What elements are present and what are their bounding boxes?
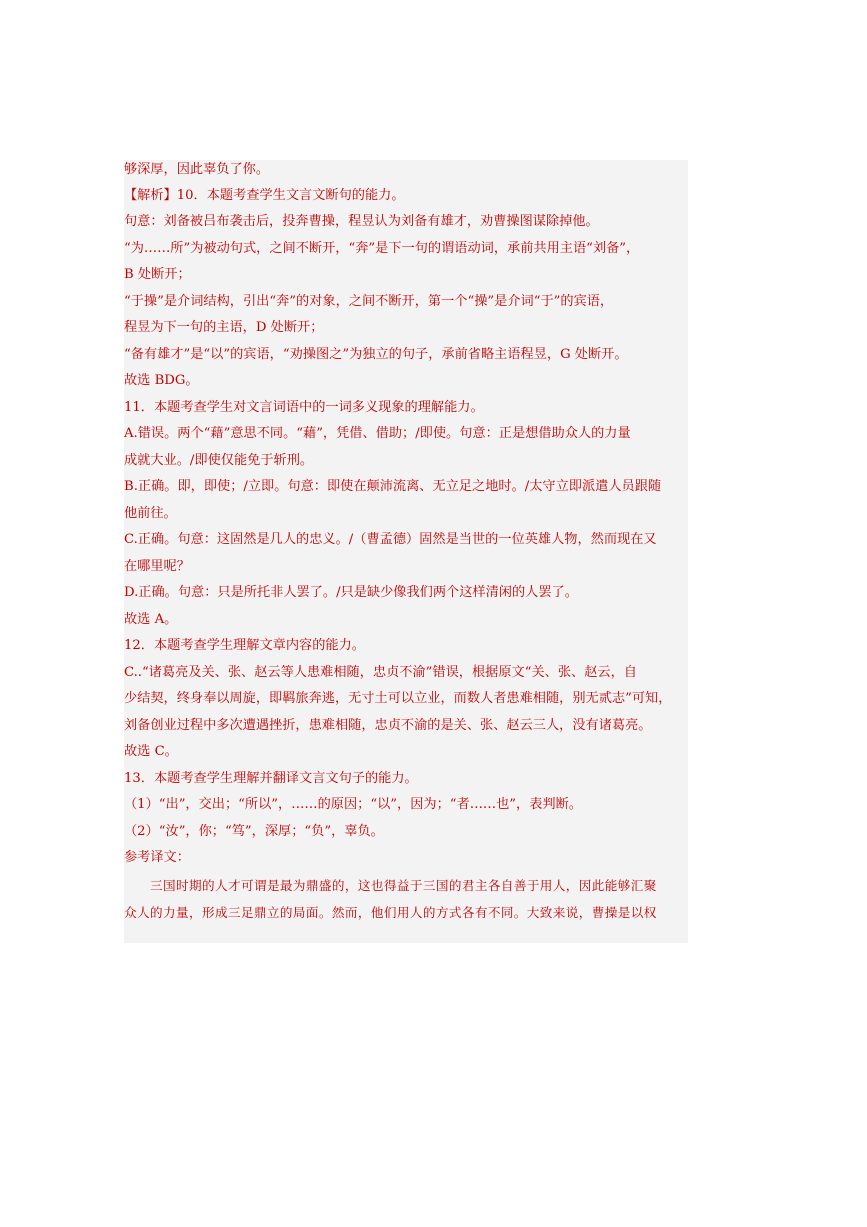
text-line: 他前往。	[124, 506, 177, 521]
text-line: “于操”是介词结构，引出“奔”的对象，之间不断开，第一个“操”是介词“于”的宾语，	[124, 294, 614, 309]
text-line: A.错误。两个“藉”意思不同。“藉”，凭借、借助；/即使。句意：正是想借助众人的力量	[124, 426, 631, 441]
text-line: B 处断开；	[124, 267, 191, 282]
text-line: 参考译文：	[124, 850, 190, 865]
text-line: 成就大业。/即使仅能免于斩刑。	[124, 453, 314, 468]
text-line: “备有雄才”是“以”的宾语，“劝操图之”为独立的句子，承前省略主语程昱，G 处断开。	[124, 347, 628, 362]
text-line: 句意：刘备被吕布袭击后，投奔曹操，程昱认为刘备有雄才，劝曹操图谋除掉他。	[124, 214, 599, 229]
document-page	[124, 160, 688, 943]
text-line: C..“诸葛亮及关、张、赵云等人患难相随，忠贞不渝”错误，根据原文“关、张、赵云，自	[124, 665, 637, 680]
text-line: （2）“汝”，你；“笃”，深厚；“负”，辜负。	[124, 824, 384, 839]
text-line: （1）“出”，交出；“所以”，……的原因；“以”，因为；“者……也”，表判断。	[124, 797, 582, 812]
text-line: 13．本题考查学生理解并翻译文言文句子的能力。	[124, 771, 418, 786]
text-line: C.正确。句意：这固然是几人的忠义。/（曹孟德）固然是当世的一位英雄人物，然而现在又	[124, 532, 657, 547]
text-line: 刘备创业过程中多次遭遇挫折，患难相随，忠贞不渝的是关、张、赵云三人，没有诸葛亮。	[124, 718, 652, 733]
text-line: 在哪里呢？	[124, 559, 190, 574]
text-line: 故选 C。	[124, 744, 178, 759]
text-line: B.正确。即，即使；/立即。句意：即使在颠沛流离、无立足之地时。/太守立即派遣人员跟随	[124, 479, 662, 494]
text-line: D.正确。句意：只是所托非人罢了。/只是缺少像我们两个这样清闲的人罢了。	[124, 585, 578, 600]
text-line: 【解析】10．本题考查学生文言文断句的能力。	[124, 188, 405, 203]
text-line: 程昱为下一句的主语，D 处断开；	[124, 320, 324, 335]
text-line: 够深厚，因此辜负了你。	[124, 162, 270, 177]
text-line: 故选 A。	[124, 612, 178, 627]
text-line: 12．本题考查学生理解文章内容的能力。	[124, 638, 365, 653]
text-line: 11．本题考查学生对文言词语中的一词多义现象的理解能力。	[124, 400, 484, 415]
text-line: “为……所”为被动句式，之间不断开，“奔”是下一句的谓语动词，承前共用主语“刘备”，	[124, 241, 640, 256]
text-line: 故选 BDG。	[124, 373, 199, 388]
translation-line: 三国时期的人才可谓是最为鼎盛的，这也得益于三国的君主各自善于用人，因此能够汇聚	[150, 878, 657, 893]
translation-line: 众人的力量，形成三足鼎立的局面。然而，他们用人的方式各有不同。大致来说，曹操是以权	[124, 905, 657, 920]
text-line: 少结契，终身奉以周旋，即羁旅奔逃，无寸土可以立业，而数人者患难相随，别无贰志”可知，	[124, 691, 672, 706]
